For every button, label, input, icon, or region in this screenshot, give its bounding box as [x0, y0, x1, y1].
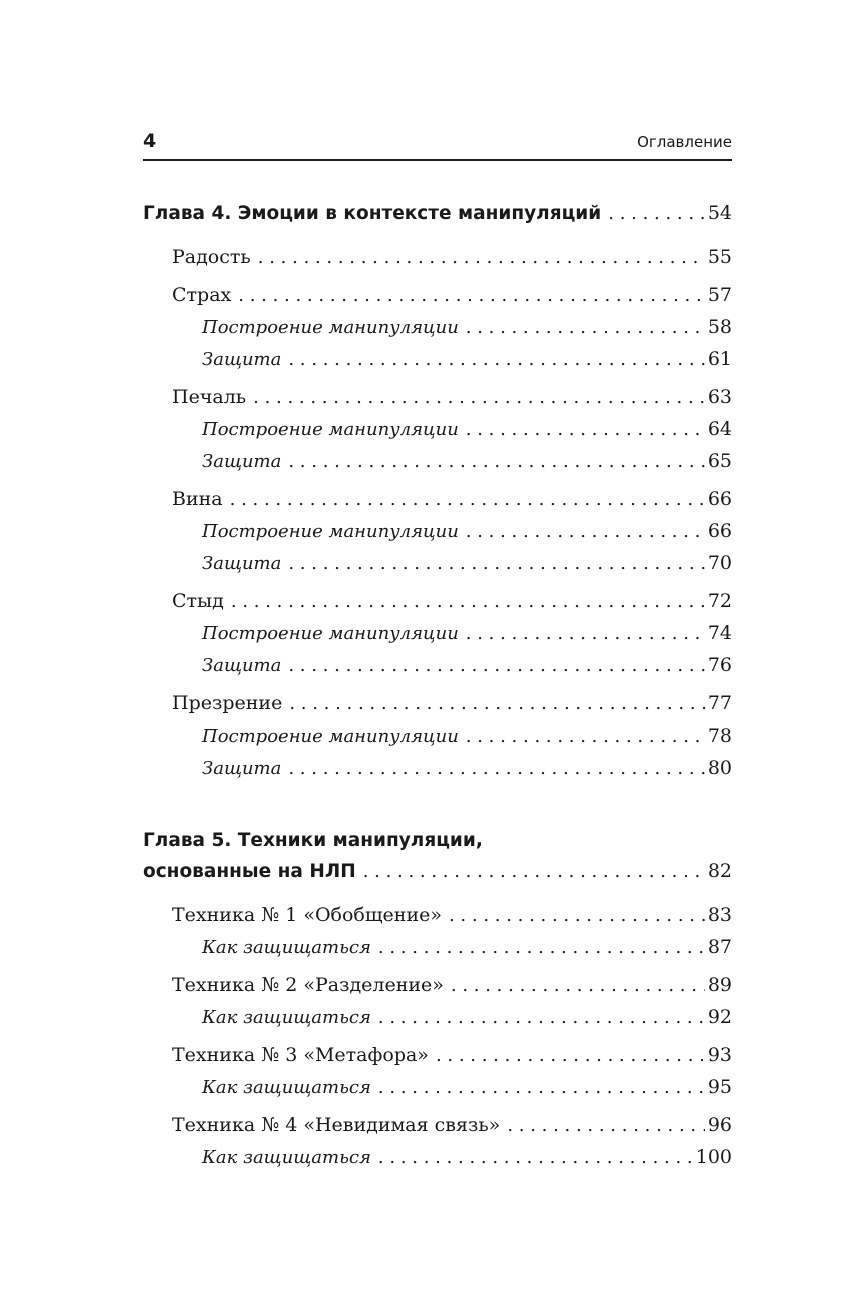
toc-title: Как защищаться: [202, 1007, 371, 1028]
toc-page: 82: [707, 860, 732, 882]
dot-leader: [378, 1007, 705, 1028]
toc-subsection[interactable]: [202, 1006, 732, 1036]
toc-page: 80: [707, 757, 732, 779]
toc-title: Построение манипуляции: [202, 623, 459, 644]
dot-leader: [288, 451, 704, 472]
dot-leader: [253, 387, 705, 408]
dot-leader: [449, 905, 705, 926]
toc-page: 66: [707, 488, 732, 510]
toc-title: Как защищаться: [202, 937, 371, 958]
running-title: Оглавление: [637, 133, 732, 151]
toc-section[interactable]: [172, 488, 732, 518]
dot-leader: [363, 861, 705, 882]
toc-page: 58: [707, 316, 732, 338]
toc-page: 100: [695, 1146, 732, 1168]
toc-chapter-5[interactable]: [143, 860, 732, 890]
dot-leader: [231, 591, 705, 612]
toc-page: 55: [707, 246, 732, 268]
toc-title: Техника № 3 «Метафора»: [172, 1044, 429, 1066]
toc-page: 61: [707, 348, 732, 370]
toc-section[interactable]: [172, 590, 732, 620]
toc-subsection[interactable]: [202, 418, 732, 448]
toc-section[interactable]: [172, 904, 732, 934]
toc-page: 63: [707, 386, 732, 408]
toc-page: 78: [707, 725, 732, 747]
toc-title: Радость: [172, 246, 251, 268]
toc-title: Печаль: [172, 386, 247, 408]
toc-subsection[interactable]: [202, 654, 732, 684]
toc-page: 72: [707, 590, 732, 612]
dot-leader: [288, 655, 704, 676]
toc-title: Защита: [202, 451, 282, 472]
dot-leader: [466, 317, 705, 338]
toc-section[interactable]: [172, 1114, 732, 1144]
dot-leader: [378, 937, 705, 958]
toc-page: 96: [707, 1114, 732, 1136]
toc-section[interactable]: [172, 1044, 732, 1074]
toc-section[interactable]: [172, 974, 732, 1004]
dot-leader: [230, 489, 705, 510]
dot-leader: [289, 693, 704, 714]
toc-section[interactable]: [172, 692, 732, 722]
toc-page: 92: [707, 1006, 732, 1028]
toc-title: Защита: [202, 553, 282, 574]
dot-leader: [466, 521, 705, 542]
toc-section[interactable]: [172, 386, 732, 416]
toc-subsection[interactable]: [202, 936, 732, 966]
toc-page: 76: [707, 654, 732, 676]
toc-subsection[interactable]: [202, 520, 732, 550]
dot-leader: [466, 419, 705, 440]
dot-leader: [288, 349, 704, 370]
toc-title: Презрение: [172, 692, 283, 714]
toc-page: 70: [707, 552, 732, 574]
toc-title: Техника № 4 «Невидимая связь»: [172, 1114, 501, 1136]
dot-leader: [378, 1077, 705, 1098]
toc-title: Стыд: [172, 590, 224, 612]
toc-page: 95: [707, 1076, 732, 1098]
dot-leader: [258, 247, 705, 268]
toc-page: 65: [707, 450, 732, 472]
toc-title: Защита: [202, 655, 282, 676]
toc-title: Техника № 1 «Обобщение»: [172, 904, 442, 926]
toc-title: Глава 4. Эмоции в контексте манипуляций: [143, 203, 602, 224]
toc-page: 89: [707, 974, 732, 996]
dot-leader: [288, 553, 704, 574]
toc-title: Построение манипуляции: [202, 521, 459, 542]
toc-title: Как защищаться: [202, 1147, 371, 1168]
toc-page: 87: [707, 936, 732, 958]
toc-chapter-4[interactable]: [143, 202, 732, 232]
dot-leader: [608, 203, 705, 224]
toc-chapter-5-title-line1: Глава 5. Техники манипуляции,: [143, 830, 483, 851]
toc-title: основанные на НЛП: [143, 861, 356, 882]
toc-page: 77: [707, 692, 732, 714]
dot-leader: [378, 1147, 693, 1168]
header-rule: [143, 159, 732, 161]
toc-title: Защита: [202, 349, 282, 370]
toc-title: Построение манипуляции: [202, 419, 459, 440]
toc-title: Вина: [172, 488, 223, 510]
dot-leader: [466, 726, 705, 747]
toc-page: 54: [707, 202, 732, 224]
toc-subsection[interactable]: [202, 622, 732, 652]
toc-page: 57: [707, 284, 732, 306]
toc-section[interactable]: [172, 284, 732, 314]
dot-leader: [288, 758, 704, 779]
toc-page: 83: [707, 904, 732, 926]
toc-page: 74: [707, 622, 732, 644]
toc-page: 66: [707, 520, 732, 542]
toc-title: Защита: [202, 758, 282, 779]
toc-subsection[interactable]: [202, 316, 732, 346]
toc-subsection[interactable]: [202, 348, 732, 378]
toc-subsection[interactable]: [202, 757, 732, 787]
page-number: 4: [143, 130, 157, 152]
toc-title: Страх: [172, 284, 232, 306]
toc-subsection[interactable]: [202, 725, 732, 755]
dot-leader: [507, 1115, 705, 1136]
toc-section[interactable]: [172, 246, 732, 276]
dot-leader: [238, 285, 705, 306]
toc-subsection[interactable]: [202, 450, 732, 480]
toc-title: Построение манипуляции: [202, 726, 459, 747]
toc-page: 64: [707, 418, 732, 440]
toc-page: 93: [707, 1044, 732, 1066]
toc-subsection[interactable]: [202, 1146, 732, 1176]
toc-subsection[interactable]: [202, 1076, 732, 1106]
toc-title: Техника № 2 «Разделение»: [172, 974, 444, 996]
toc-title: Как защищаться: [202, 1077, 371, 1098]
dot-leader: [436, 1045, 705, 1066]
page-header: [143, 128, 732, 158]
dot-leader: [451, 975, 705, 996]
toc-subsection[interactable]: [202, 552, 732, 582]
toc-title: Построение манипуляции: [202, 317, 459, 338]
dot-leader: [466, 623, 705, 644]
